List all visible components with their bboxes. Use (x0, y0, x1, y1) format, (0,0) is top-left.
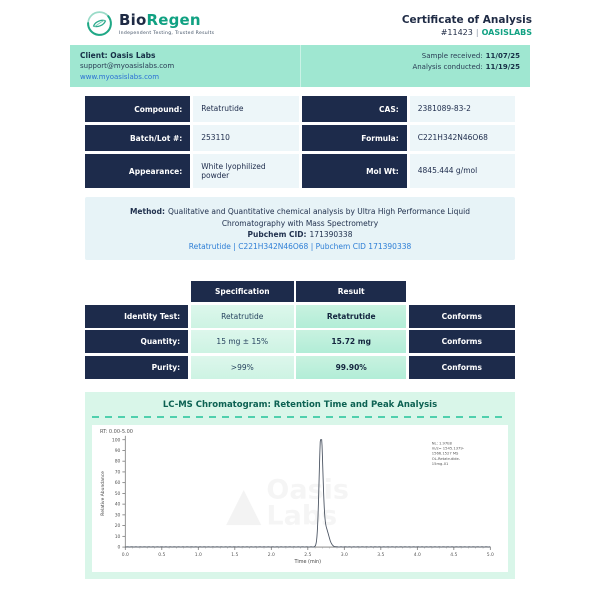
compound-value-cell: 4845.444 g/mol (410, 154, 515, 188)
svg-text:2.5: 2.5 (304, 552, 312, 558)
results-table (85, 281, 515, 379)
client-website-link[interactable]: www.myoasislabs.com (80, 72, 160, 81)
svg-text:NL: 1.97E8: NL: 1.97E8 (431, 441, 452, 446)
certificate-number: #11423 (440, 28, 473, 37)
chromatogram-svg (96, 428, 504, 571)
result-header: Result (296, 281, 406, 302)
logo-tagline: Independent Testing, Trusted Results (119, 30, 215, 36)
pubchem-link[interactable]: Retatrutide | C221H342N46O68 | Pubchem CID 171390338 (188, 242, 412, 251)
svg-text:70: 70 (114, 470, 121, 476)
test-label-cell: Identity Test: (85, 305, 188, 328)
document-header (86, 10, 532, 37)
test-label-cell: Purity: (85, 356, 188, 379)
compound-label-cell: Batch/Lot #: (85, 125, 190, 151)
table-row (85, 305, 515, 328)
specification-cell: 15 mg ± 15% (191, 330, 294, 353)
table-row (85, 96, 515, 122)
svg-text:3.5: 3.5 (377, 552, 385, 558)
logo-text-bio: Bio (119, 11, 147, 30)
result-cell: 99.90% (296, 356, 406, 379)
svg-text:3.0: 3.0 (340, 552, 348, 558)
compound-info-table (85, 96, 515, 188)
watermark-line: Labs (266, 499, 338, 531)
rt-range-label: RT: 0.00-5.00 (100, 428, 133, 435)
compound-value-cell: 253110 (193, 125, 298, 151)
method-description (109, 206, 491, 229)
pubchem-cid-label: Pubchem CID: (247, 229, 307, 239)
certificate-title-block (402, 10, 532, 37)
sample-received-date: 11/07/25 (485, 52, 520, 60)
pubchem-cid-value: 171390338 (309, 229, 353, 239)
compound-label-cell: Mol Wt: (302, 154, 407, 188)
dashed-divider (92, 416, 508, 418)
compound-label-cell: CAS: (302, 96, 407, 122)
compound-label-cell: Compound: (85, 96, 190, 122)
svg-text:OL-Retatrutide-: OL-Retatrutide- (431, 456, 461, 461)
results-header-row (85, 281, 515, 302)
triangle-icon: ▲ (226, 475, 262, 530)
svg-text:0.5: 0.5 (158, 552, 166, 558)
header-spacer (409, 281, 515, 302)
method-box (85, 197, 515, 260)
method-label: Method: (129, 207, 165, 217)
status-badge: Conforms (409, 330, 515, 353)
result-cell: 15.72 mg (296, 330, 406, 353)
sample-received-row (412, 51, 520, 62)
result-cell: Retatrutide (296, 305, 406, 328)
svg-text:80: 80 (114, 459, 121, 465)
svg-text:10: 10 (114, 534, 121, 540)
analysis-dates (412, 50, 520, 82)
watermark-line: Oasis (266, 474, 349, 506)
compound-label-cell: Appearance: (85, 154, 190, 188)
svg-text:1.0: 1.0 (194, 552, 202, 558)
chromatogram-section (85, 392, 515, 580)
compound-value-cell: 2381089-83-2 (410, 96, 515, 122)
header-spacer (85, 281, 188, 302)
status-badge: Conforms (409, 356, 515, 379)
table-row (85, 125, 515, 151)
svg-text:2.0: 2.0 (267, 552, 275, 558)
svg-text:50: 50 (114, 491, 121, 497)
client-name: Client: Oasis Labs (80, 51, 156, 60)
logo-wordmark (119, 11, 214, 29)
table-row (85, 330, 515, 353)
svg-text:Time (min): Time (min) (294, 558, 322, 565)
compound-value-cell: White lyophilized powder (193, 154, 298, 188)
svg-text:90: 90 (114, 448, 121, 454)
status-badge: Conforms (409, 305, 515, 328)
client-details (80, 50, 174, 82)
svg-text:m/z= 1545.1379-: m/z= 1545.1379- (431, 446, 465, 451)
compound-label-cell: Formula: (302, 125, 407, 151)
specification-header: Specification (191, 281, 294, 302)
svg-text:5.0: 5.0 (486, 552, 494, 558)
svg-text:0.0: 0.0 (121, 552, 129, 558)
logo-text-regen: Regen (146, 11, 201, 30)
svg-text:1.5: 1.5 (231, 552, 239, 558)
specification-cell: Retatrutide (191, 305, 294, 328)
analysis-conducted-date: 11/19/25 (485, 62, 520, 71)
svg-text:15mg-01: 15mg-01 (431, 461, 449, 466)
client-email: support@myoasislabs.com (80, 62, 175, 71)
client-info-bar (70, 45, 530, 87)
compound-value-cell: Retatrutide (193, 96, 298, 122)
analysis-conducted-row (412, 62, 520, 73)
svg-text:40: 40 (114, 502, 121, 508)
svg-text:4.5: 4.5 (450, 552, 458, 558)
certificate-subtitle (402, 28, 532, 37)
svg-text:Relative Abundance: Relative Abundance (100, 470, 106, 516)
bioregen-logo-icon (86, 10, 113, 37)
svg-text:60: 60 (114, 480, 121, 486)
test-label-cell: Quantity: (85, 330, 188, 353)
method-text: Qualitative and Quantitative chemical analysis by Ultra High Performance Liquid Chromatography with Mass Spectrometry (167, 207, 471, 228)
brand-name: OASISLABS (481, 28, 532, 37)
table-row (85, 154, 515, 188)
chromatogram-title: LC-MS Chromatogram: Retention Time and Peak Analysis (162, 399, 438, 410)
svg-text:0: 0 (117, 545, 121, 551)
pubchem-cid-row (97, 229, 503, 240)
table-row (85, 356, 515, 379)
certificate-title: Certificate of Analysis (401, 14, 532, 26)
svg-text:100: 100 (111, 438, 121, 444)
svg-text:4.0: 4.0 (413, 552, 421, 558)
analysis-conducted-label: Analysis conducted: (412, 62, 483, 71)
separator: | (475, 28, 479, 37)
compound-value-cell: C221H342N46O68 (410, 125, 515, 151)
specification-cell: >99% (191, 356, 294, 379)
svg-text:20: 20 (114, 523, 121, 529)
svg-text:30: 30 (114, 513, 121, 519)
chromatogram-plot (92, 425, 508, 573)
bioregen-logo (86, 10, 214, 37)
sample-received-label: Sample received: (421, 52, 483, 60)
svg-text:1566.1527 MS: 1566.1527 MS (431, 451, 459, 456)
